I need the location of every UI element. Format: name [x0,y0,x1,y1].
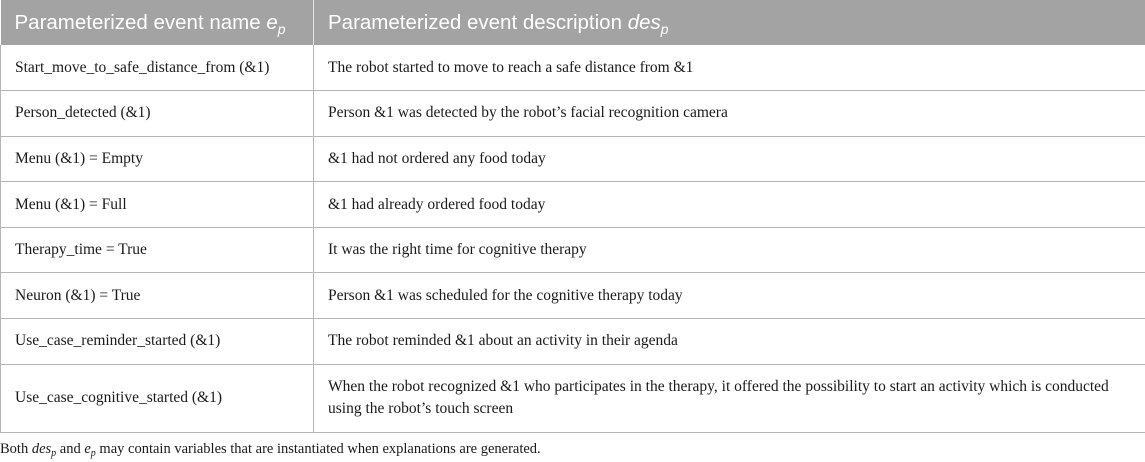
event-name-cell: Menu (&1) = Full [1,182,314,228]
table-footnote: Both des$_p$ and $e_p$ may contain variables that are instantiated when explanations are generated. [0,441,541,459]
table-row [1,136,1145,182]
header-event-name-variable: $e_p$ [266,10,286,37]
event-description-cell: &1 had not ordered any food today [314,136,1145,182]
event-description-cell: The robot reminded &1 about an activity in their agenda [314,319,1145,365]
header-event-description [314,0,1145,45]
footnote-var-e: $e_p$ [84,441,96,459]
table-row [1,364,1145,432]
table-row [1,227,1145,273]
event-name-cell: Start_move_to_safe_distance_from (&1) [1,45,314,91]
header-event-name [1,0,314,45]
event-name-cell: Use_case_reminder_started (&1) [1,319,314,365]
header-event-name-text: Parameterized event name [14,10,267,34]
event-description-cell: The robot started to move to reach a safe distance from &1 [314,45,1145,91]
table-header-row [1,0,1145,45]
table-row [1,91,1145,137]
table-row [1,319,1145,365]
event-description-cell: Person &1 was detected by the robot’s facial recognition camera [314,91,1145,137]
event-name-cell: Therapy_time = True [1,227,314,273]
event-name-cell: Use_case_cognitive_started (&1) [1,364,314,432]
event-name-cell: Menu (&1) = Empty [1,136,314,182]
table-row [1,182,1145,228]
event-description-cell: Person &1 was scheduled for the cognitive therapy today [314,273,1145,319]
event-description-cell: &1 had already ordered food today [314,182,1145,228]
footnote-var-des: des$_p$ [31,441,57,459]
event-description-cell: When the robot recognized &1 who participates in the therapy, it offered the possibility to start an activity which is conducted using the robot’s touch screen [314,364,1145,432]
table-row [1,273,1145,319]
event-name-cell: Neuron (&1) = True [1,273,314,319]
header-event-description-text: Parameterized event description [328,10,628,34]
header-event-description-variable: des$_p$ [627,10,669,37]
event-description-cell: It was the right time for cognitive therapy [314,227,1145,273]
table-row [1,45,1145,91]
event-name-cell: Person_detected (&1) [1,91,314,137]
